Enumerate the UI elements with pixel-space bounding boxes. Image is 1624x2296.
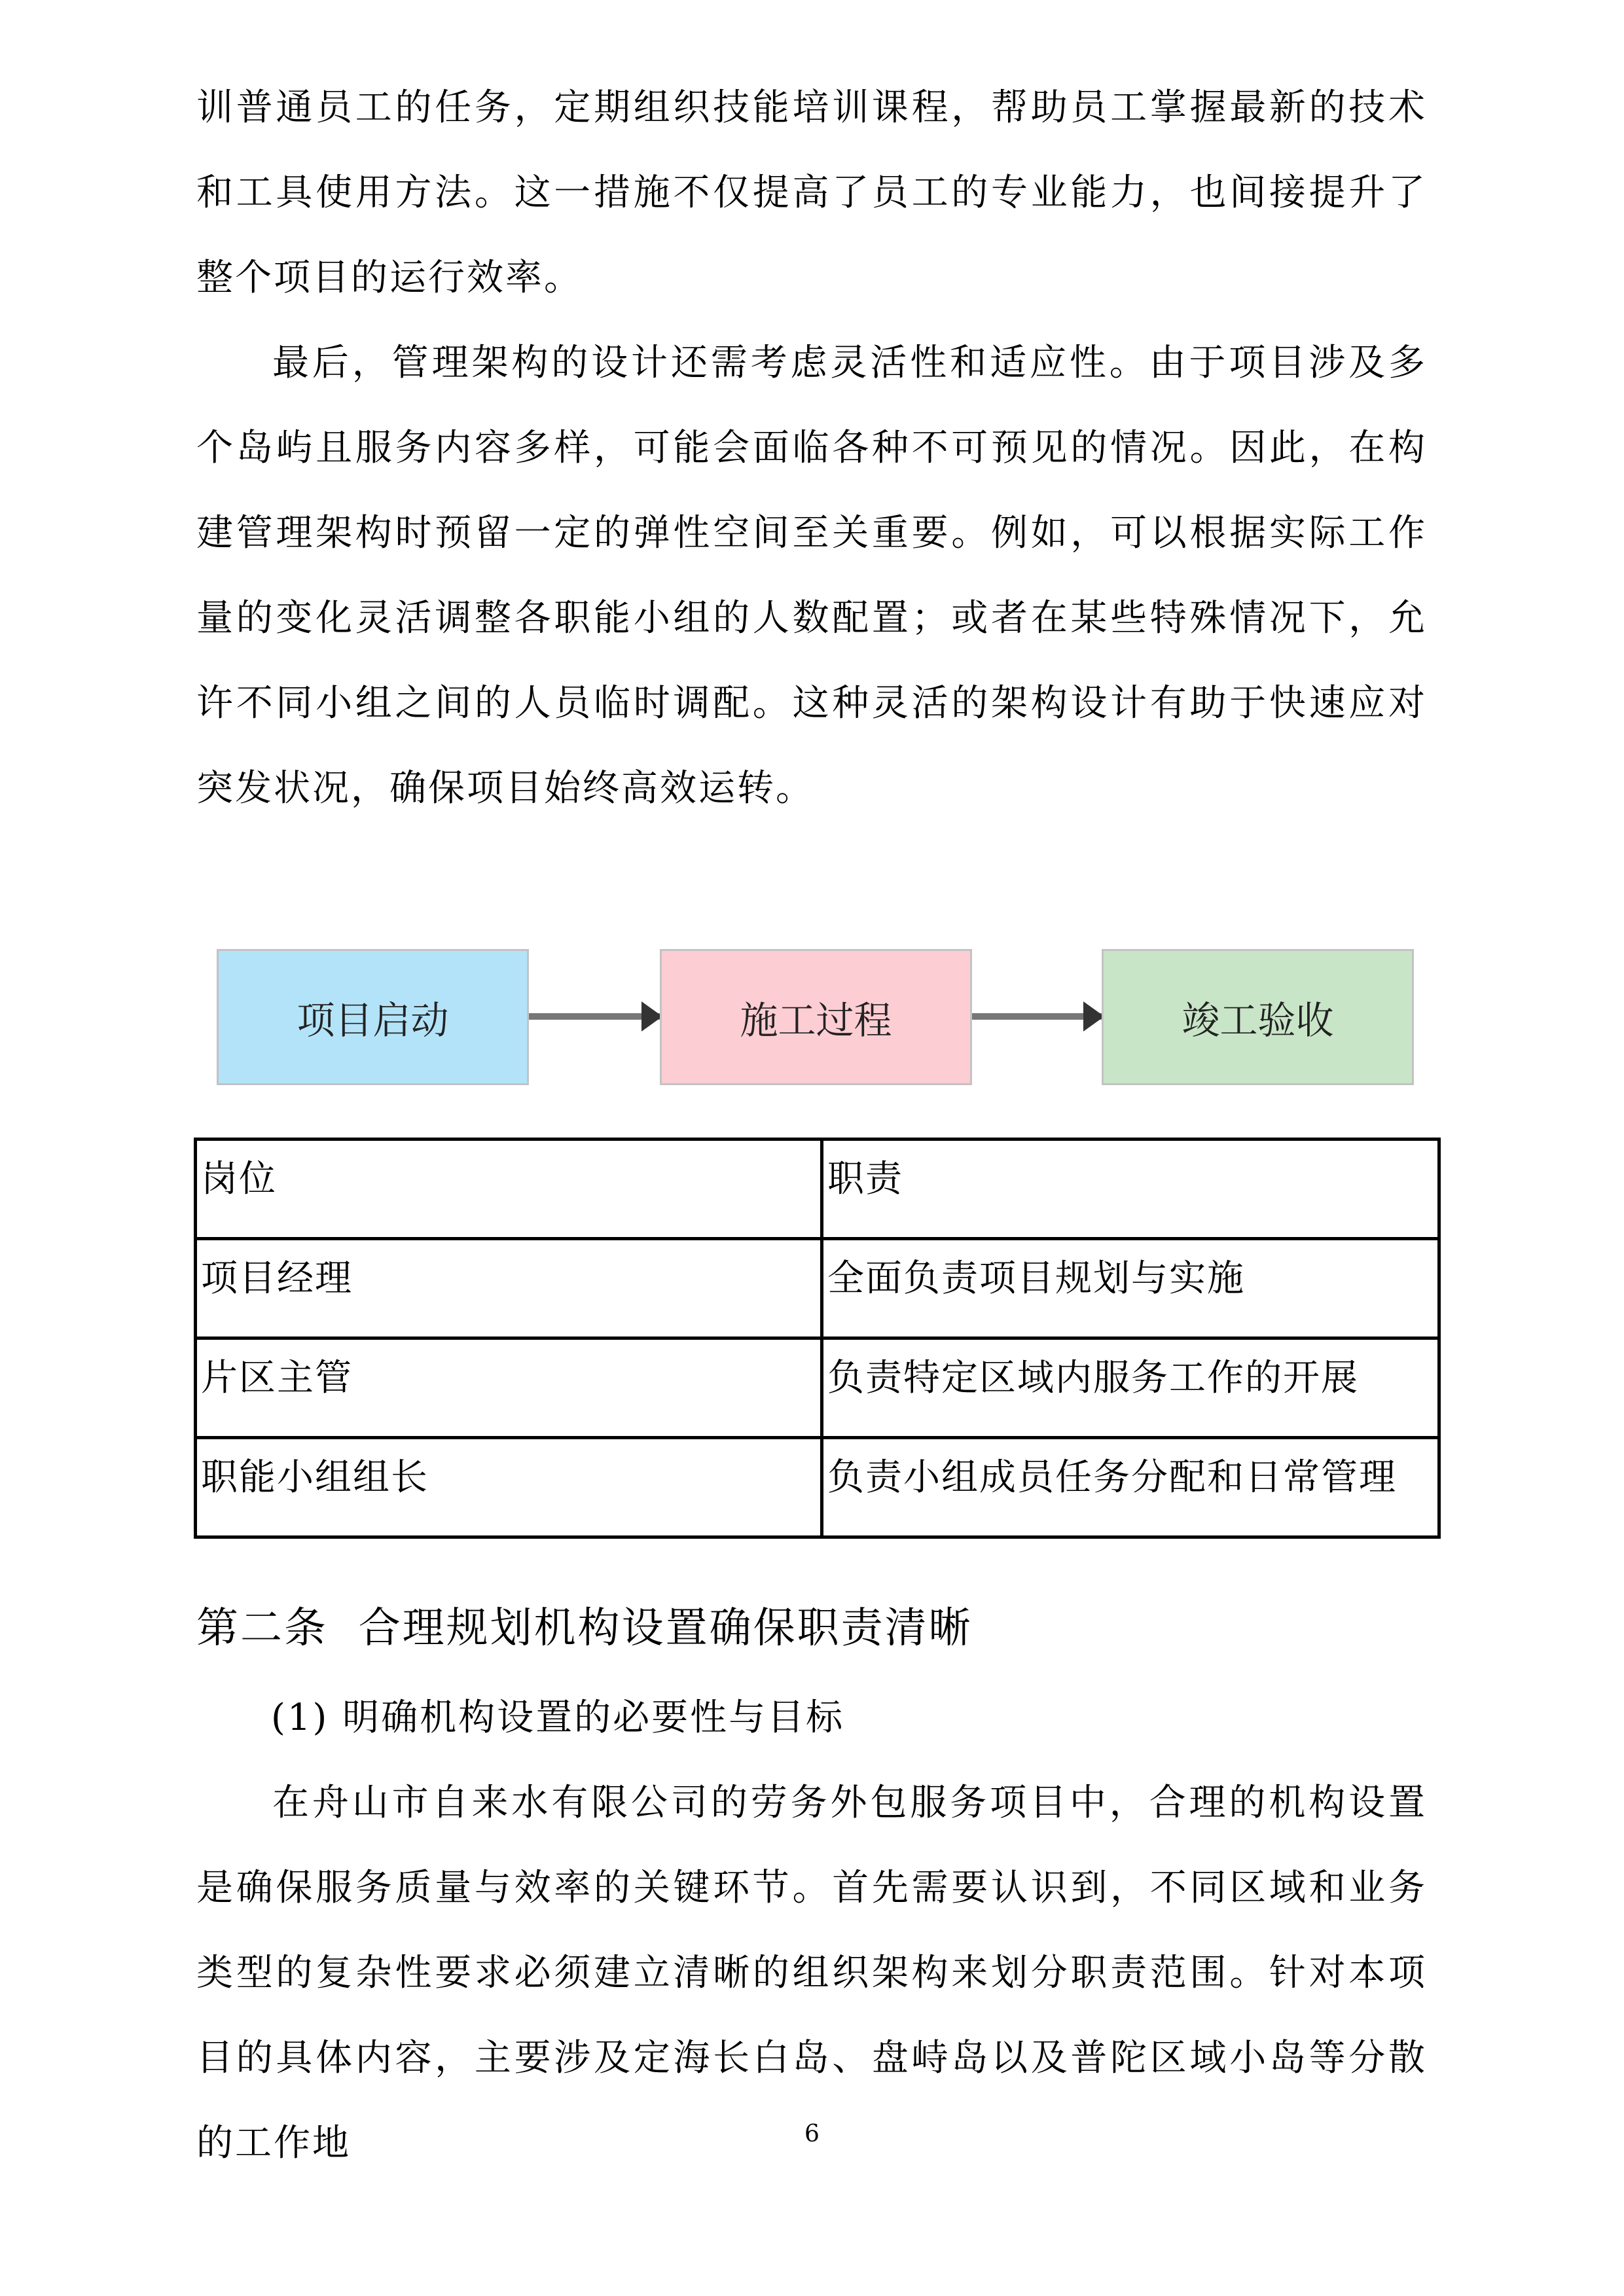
table-row	[196, 1338, 1439, 1438]
paragraph-flexibility: 最后，管理架构的设计还需考虑灵活性和适应性。由于项目涉及多个岛屿且服务内容多样，可能会面临各种不可预见的情况。因此，在构建管理架构时预留一定的弹性空间至关重要。例如，可以根据实际工作量的变化灵活调整各职能小组的人数配置；或者在某些特殊情况下，允许不同小组之间的人员临时调配。这种灵活的架构设计有助于快速应对突发状况，确保项目始终高效运转。	[196, 342, 1427, 810]
table-row	[196, 1438, 1439, 1537]
table-cell-duty: 负责特定区域内服务工作的开展	[822, 1338, 1439, 1438]
flow-step-label: 施工过程	[740, 998, 892, 1043]
flow-step-label: 项目启动	[297, 998, 449, 1043]
table-cell-duty: 全面负责项目规划与实施	[822, 1239, 1439, 1338]
flow-step-construction	[660, 949, 972, 1085]
table-header-cell: 职责	[822, 1139, 1439, 1239]
paragraph-organization: 在舟山市自来水有限公司的劳务外包服务项目中，合理的机构设置是确保服务质量与效率的关键环节。首先需要认识到，不同区域和业务类型的复杂性要求必须建立清晰的组织架构来划分职责范围。针对本项目的具体内容，主要涉及定海长白岛、盘峙岛以及普陀区域小岛等分散的工作地	[196, 1782, 1427, 2164]
table-cell-position: 项目经理	[196, 1239, 822, 1338]
table-cell-duty: 负责小组成员任务分配和日常管理	[822, 1438, 1439, 1537]
arrow-right-icon	[972, 1013, 1102, 1020]
table-header-cell: 岗位	[196, 1139, 822, 1239]
flow-step-acceptance	[1102, 949, 1414, 1085]
paragraph-training: 训普通员工的任务，定期组织技能培训课程，帮助员工掌握最新的技术和工具使用方法。这一措施不仅提高了员工的专业能力，也间接提升了整个项目的运行效率。	[196, 86, 1427, 299]
project-flowchart	[217, 949, 1415, 1086]
table-cell-position: 片区主管	[196, 1338, 822, 1438]
table-header-row	[196, 1139, 1439, 1239]
flow-step-label: 竣工验收	[1182, 998, 1334, 1043]
flow-step-start	[217, 949, 529, 1085]
table-row	[196, 1239, 1439, 1338]
section-heading: 第二条 合理规划机构设置确保职责清晰	[196, 1604, 973, 1653]
responsibility-table	[194, 1138, 1441, 1539]
arrow-right-icon	[529, 1013, 660, 1020]
page-number: 6	[804, 2121, 820, 2147]
table-cell-position: 职能小组组长	[196, 1438, 822, 1537]
subsection-heading: (1) 明确机构设置的必要性与目标	[271, 1696, 845, 1739]
